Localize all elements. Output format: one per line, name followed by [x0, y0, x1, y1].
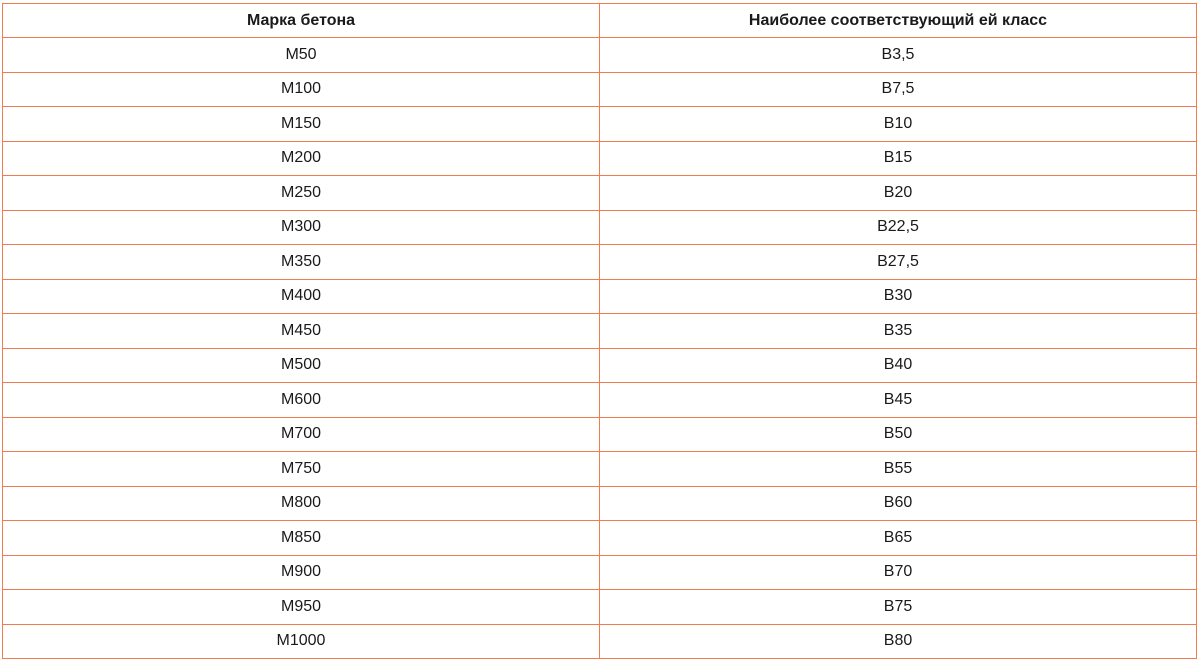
table-row — [3, 107, 1197, 142]
grade-cell: М850 — [3, 521, 600, 556]
grade-cell: М300 — [3, 210, 600, 245]
class-cell: В15 — [600, 141, 1197, 176]
class-cell: В30 — [600, 279, 1197, 314]
table-row — [3, 314, 1197, 349]
grade-cell: М500 — [3, 348, 600, 383]
table-row — [3, 417, 1197, 452]
table-row — [3, 383, 1197, 418]
class-cell: В45 — [600, 383, 1197, 418]
grade-cell: М950 — [3, 590, 600, 625]
table-row — [3, 141, 1197, 176]
grade-cell: М900 — [3, 555, 600, 590]
class-cell: В7,5 — [600, 72, 1197, 107]
table-row — [3, 555, 1197, 590]
grade-cell: М250 — [3, 176, 600, 211]
class-cell: В35 — [600, 314, 1197, 349]
table-row — [3, 38, 1197, 73]
class-cell: В55 — [600, 452, 1197, 487]
class-cell: В22,5 — [600, 210, 1197, 245]
class-cell: В20 — [600, 176, 1197, 211]
table-row — [3, 176, 1197, 211]
header-grade: Марка бетона — [3, 4, 600, 38]
class-cell: В65 — [600, 521, 1197, 556]
grade-cell: М50 — [3, 38, 600, 73]
grade-cell: М400 — [3, 279, 600, 314]
class-cell: В70 — [600, 555, 1197, 590]
table-header — [3, 4, 1197, 38]
table-row — [3, 348, 1197, 383]
table-row — [3, 210, 1197, 245]
grade-cell: М200 — [3, 141, 600, 176]
header-row — [3, 4, 1197, 38]
table-row — [3, 72, 1197, 107]
concrete-grade-class-table — [2, 3, 1197, 659]
table-row — [3, 486, 1197, 521]
grade-cell: М700 — [3, 417, 600, 452]
grade-cell: М100 — [3, 72, 600, 107]
class-cell: В80 — [600, 624, 1197, 659]
grade-cell: М750 — [3, 452, 600, 487]
grade-cell: М600 — [3, 383, 600, 418]
grade-cell: М350 — [3, 245, 600, 280]
table-body — [3, 38, 1197, 659]
grade-cell: М150 — [3, 107, 600, 142]
table-row — [3, 245, 1197, 280]
grade-cell: М800 — [3, 486, 600, 521]
table-row — [3, 590, 1197, 625]
table-row — [3, 279, 1197, 314]
class-cell: В40 — [600, 348, 1197, 383]
grade-cell: М1000 — [3, 624, 600, 659]
class-cell: В50 — [600, 417, 1197, 452]
class-cell: В10 — [600, 107, 1197, 142]
table-row — [3, 624, 1197, 659]
class-cell: В60 — [600, 486, 1197, 521]
class-cell: В3,5 — [600, 38, 1197, 73]
table-row — [3, 452, 1197, 487]
header-class: Наиболее соответствующий ей класс — [600, 4, 1197, 38]
table-row — [3, 521, 1197, 556]
class-cell: В75 — [600, 590, 1197, 625]
grade-cell: М450 — [3, 314, 600, 349]
class-cell: В27,5 — [600, 245, 1197, 280]
